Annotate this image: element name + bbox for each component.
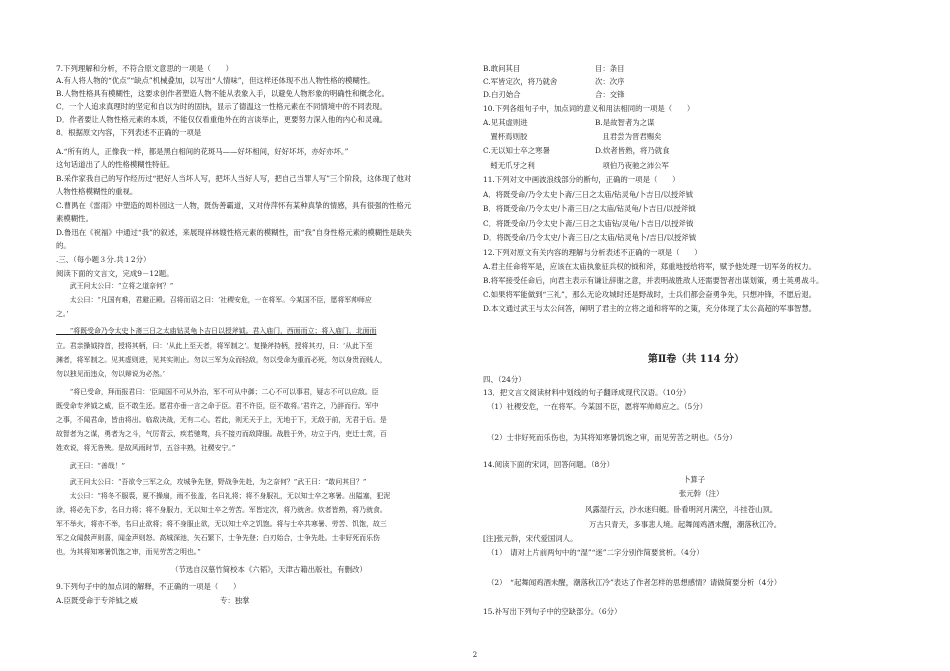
passage-line: 之事，不闻君命，皆由将出。临敌决战，无有二心。若此，则无天于上，无地于下，无敌于前，无君于后。是 bbox=[56, 416, 387, 424]
q10-option-d-pair: 项伯乃夜驰之沛公军 bbox=[595, 161, 669, 170]
q12-option-d: D.本文通过武王与太公问答，阐明了君主的立将之道和将军的之策，充分体现了太公高超的军事智慧。 bbox=[483, 304, 817, 313]
q7-option-b: B.人物性格具有模糊性，这要求创作者塑造人物不能从表象入手，以避免人物形象的明确性和概念化。 bbox=[56, 89, 389, 98]
section-3-header: .三、（每小题３分.共１2分） bbox=[56, 255, 151, 264]
passage-line: 武王曰：“善哉！” bbox=[56, 462, 126, 470]
q10-option-d: D.炊者皆熟，将乃就食 bbox=[595, 146, 670, 155]
passage-wavy-line: “将既受命乃令太史卜斋三日之太庙钻灵龟卜吉日以授斧钺。君入庙门，西面而立；将入庙门，北面而 bbox=[56, 327, 377, 335]
question-10: 10.下列各组句子中，加点词的意义和用法相同的一项是（ ） bbox=[483, 104, 695, 113]
passage-line: 武王问太公曰：“吾欲令三军之众，攻城争先登，野战争先赴，为之奈何？”武王曰：“敢问其目？” bbox=[56, 478, 367, 486]
q10-option-c: C.无以知士卒之寒暑 bbox=[483, 146, 550, 155]
poem-line-1: 风露湿行云，沙水迷归艇。卧看明河月满空，斗挂苍山顶。 bbox=[585, 505, 778, 514]
q10-option-a-pair: 置杯焉则胶 bbox=[483, 132, 528, 141]
q8-option-a-line1: A.“所有的人，正像我一样，都是黑白相间的花斑马——好坏相间，好好坏坏，亦好亦坏。” bbox=[56, 147, 349, 156]
passage-line: 军不举火，将亦不举，名曰止欲将；将不身服止欲，无以知士卒之饥饱。将与士卒共寒暑、劳苦、饥饱，故三 bbox=[56, 520, 387, 528]
passage-line: 武王问太公曰：“立将之道奈何？” bbox=[56, 282, 174, 290]
passage-line: 也，为其将知寒暑饥饱之审，而见劳苦之明也。” bbox=[56, 548, 201, 556]
q11-option-b: B．将既受命/乃令太史/卜斋三日/之太庙/钻灵龟/卜吉日/以授斧钺 bbox=[483, 204, 696, 213]
question-13: 13．把文言文阅读材料中划线的句子翻译成现代汉语。（10分） bbox=[483, 388, 691, 397]
q7-option-d: D．作者要让人物性格元素的本质，不能仅仅看重他外在的言谈举止，更要努力深入他的内心和灵魂。 bbox=[56, 115, 388, 124]
q9-option-d-gloss: 合：交锋 bbox=[595, 90, 625, 99]
passage-line: 涂，将必先下步，名曰力将；将不身服力，无以知士卒之劳苦。军皆定次，将乃就舍。炊者皆熟，将乃就食。 bbox=[56, 506, 387, 514]
q8-option-a-line2: 这句话道出了人的性格模糊性特征。 bbox=[56, 160, 175, 169]
q14-part-2: （2） “起舞闻鸡酒未醒，潮落秋江冷”表达了作者怎样的思想感情？请做简要分析（4分） bbox=[487, 578, 782, 587]
q8-option-b-line1: B.采作家我自己的写作经历过“把好人当坏人写，把坏人当好人写，把自己当罪人写”三个阶段，这体现了他对 bbox=[56, 174, 412, 183]
q11-option-c: C．将既受命/乃令太史卜斋/三日之太庙钻/灵龟/卜吉日/以授斧钺 bbox=[483, 219, 694, 228]
section-4-header: 四、（24分） bbox=[483, 375, 526, 384]
q12-option-c: C.如果将军能做到“三礼”，那么无论攻城时还是野战时，士兵们都会奋勇争先，只想冲锋，不愿后退。 bbox=[483, 290, 817, 299]
q10-option-b: B.是故智者为之谋 bbox=[595, 118, 655, 127]
question-9: 9.下列句子中的加点词的解释，不正确的一项是（ ） bbox=[56, 582, 241, 591]
question-7: 7.下列理解和分析，不符合原文意思的一项是（ ） bbox=[56, 64, 234, 73]
page-number: 2 bbox=[472, 651, 478, 659]
q9-option-a-gloss: 专：独掌 bbox=[220, 596, 250, 605]
question-14: 14.阅读下面的宋词，回答问题。（8分） bbox=[483, 460, 615, 469]
question-8: 8．根据原文内容，下列表述不正确的一项是 bbox=[56, 128, 202, 137]
q12-option-a: A.君主任命将军是，应该在太庙执象征兵权的钺和斧，郑重地授给将军，赋予他处理一切军务的权力。 bbox=[483, 262, 816, 271]
q7-option-c: C．一个人追求真理时的坚定和自以为时的固执，显示了德温这一性格元素在不同情境中的不同表现。 bbox=[56, 102, 387, 111]
passage-instruction: 阅读下面的文言文，完成9－12题。 bbox=[56, 269, 174, 278]
q8-option-d-line2: 的。 bbox=[56, 241, 71, 250]
passage-line: “将已受命，拜而报君曰：‘臣闻国不可从外治，军不可从中御；二心不可以事君，疑志不可以应敌。臣 bbox=[56, 388, 379, 396]
q9-option-d: D.白刃始合 bbox=[483, 90, 521, 99]
section-title: 第Ⅱ卷（共 114 分） bbox=[647, 354, 745, 365]
passage-line: 太公曰：“凡国有难，君避正殿。召将而诏之曰：‘社稷安危，一在将军。今某国不臣，愿将军帅师应 bbox=[56, 296, 372, 304]
q12-option-b: B.将军接受任命后，向君主表示有谦让辞谢之意，并表明战胜敌人还需要智者出谋划策，勇士英勇战斗。 bbox=[483, 276, 824, 285]
passage-line: 之。’ bbox=[56, 310, 69, 318]
passage-line: 勿以独见而违众，勿以辩说为必然。’ bbox=[56, 370, 165, 378]
question-11: 11.下列对文中画波浪线部分的断句，正确的一项是（ ） bbox=[483, 175, 680, 184]
passage-line: 既受命专斧钺之威，臣不敢生还。愿君亦垂一言之命于臣。君不许臣，臣不敢将。’君许之，乃辞而行。军中 bbox=[56, 402, 379, 410]
question-12: 12.下列对原文有关内容的理解与分析表述不正确的一项是（ ） bbox=[483, 248, 702, 257]
question-15: 15.补写出下列句子中的空缺部分。（6分） bbox=[483, 607, 622, 616]
q11-option-d: D．将既受命/乃令太史/卜斋三日/之太庙/钻灵龟卜/吉日/以授斧钺 bbox=[483, 233, 697, 242]
q10-option-b-pair: 且君尝为晋君赐矣 bbox=[595, 132, 662, 141]
q8-option-c-line2: 素模糊性。 bbox=[56, 214, 93, 223]
q10-option-a: A.见其虚则进 bbox=[483, 118, 528, 127]
q9-option-b-gloss: 目：条目 bbox=[595, 64, 625, 73]
passage-line: 立。君亲操钺持首，授将其柄，曰：‘从此上至天者，将军制之’。复操斧持柄，授将其刃，曰：‘从此下至 bbox=[56, 342, 373, 350]
poem-line-2: 万古只青天，多事悲人境。起舞闻鸡酒未醒，潮落秋江冷。 bbox=[589, 520, 782, 529]
passage-line: 故智者为之谋，勇者为之斗，气厉青云，疾若驰骛，兵不接刃而敌降服。战胜于外，功立于内，吏迁士赏，百 bbox=[56, 430, 387, 438]
q8-option-c-line1: C.曹禺在《雷雨》中塑造的周朴园这一人物，既伪善霸道，又对侍萍怀有某种真挚的情感，具有很强的性格元 bbox=[56, 201, 412, 210]
passage-line: 太公曰：“将冬不服裘，夏不操扇，雨不张盖，名曰礼将；将不身服礼，无以知士卒之寒暑。出隘塞，犯泥 bbox=[56, 492, 391, 500]
passage-line: 军之众闻鼓声则喜，闻金声则怒。高城深池，矢石繁下，士争先登；白刃始合，士争先赴。士非好死而乐伤 bbox=[56, 534, 380, 542]
passage-line: 姓欢说，将无咎殃。是故风雨时节，五谷丰熟，社稷安宁。” bbox=[56, 444, 236, 452]
q13-part-1: （1）社稷安危，一在将军。今某国不臣，愿将军帅师应之。（5分） bbox=[487, 402, 708, 411]
passage-source: （节选自汉墓竹简校本《六韬》，天津古籍出版社，有删改） bbox=[171, 565, 367, 574]
q9-option-b: B.敢问其目 bbox=[483, 64, 521, 73]
q11-option-a: A．将既受命/乃令太史卜斋/三日之太庙/钻灵龟/卜吉日/以授斧钺 bbox=[483, 190, 693, 199]
poem-author: 张元幹（注） bbox=[679, 489, 724, 498]
q9-option-a: A.臣既受命于专斧钺之威 bbox=[56, 596, 138, 605]
q10-option-c-pair: 蚓无爪牙之利 bbox=[483, 161, 535, 170]
poem-title: 卜算子 bbox=[683, 475, 706, 484]
q13-part-2: （2）士非好死而乐伤也，为其将知寒暑饥饱之审，而见劳苦之明也。（5分） bbox=[487, 433, 737, 442]
passage-line: 渊者，将军制之。见其虚则进，见其实则止。勿以三军为众而轻敌，勿以受命为重而必死，勿以身贵而贱人， bbox=[56, 356, 387, 364]
poem-note: [注]张元幹，宋代爱国词人。 bbox=[483, 534, 578, 543]
q8-option-d-line1: D.鲁迅在《祝福》中通过“我”的叙述，来展现祥林嫂性格元素的模糊性，而“我”自身性格元素的模糊性是缺失 bbox=[56, 228, 412, 237]
q14-part-1: （1） 请对上片前两句中的“湿”“迷”二字分别作简要赏析。（4分） bbox=[487, 548, 704, 557]
q9-option-c-gloss: 次：次序 bbox=[595, 77, 625, 86]
q7-option-a: A.有人将人物的“优点”“缺点”机械叠加，以写出“人情味”，但这样还体现不出人物性格的模糊性。 bbox=[56, 76, 375, 85]
q8-option-b-line2: 人物性格模糊性的重视。 bbox=[56, 187, 138, 196]
q9-option-c: C.军皆定次，将乃就舍 bbox=[483, 77, 558, 86]
